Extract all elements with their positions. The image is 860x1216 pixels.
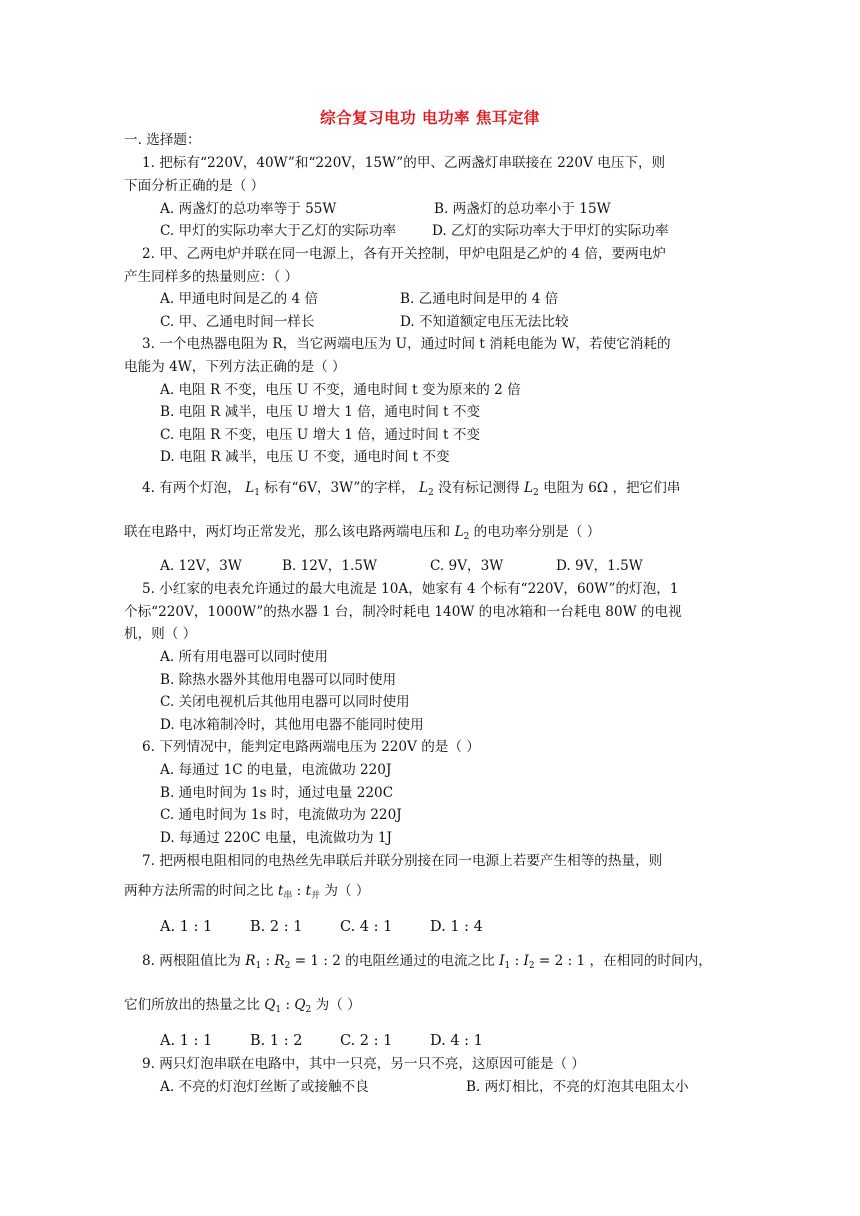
q8-subscript-q1: 1 <box>275 1005 282 1015</box>
q7-text-2: 为（ ） <box>324 883 370 899</box>
q7-subscript-series: 串 <box>283 891 293 901</box>
q1-stem-line1: 1. 把标有“220V，40W”和“220V，15W”的甲、乙两盏灯串联接在 220V 电压下，则 <box>142 155 666 171</box>
q9-stem-line1: 9. 两只灯泡串联在电路中，其中一只亮，另一只不亮，这原因可能是（ ） <box>142 1056 586 1072</box>
q5-option-c: C. 关闭电视机后其他用电器可以同时使用 <box>160 694 410 710</box>
q3-option-b: B. 电阻 R 减半，电压 U 增大 1 倍，通电时间 t 不变 <box>160 404 481 420</box>
q4-option-b: B. 12V，1.5W <box>282 558 377 574</box>
q8-option-b: B. 1 : 2 <box>250 1033 303 1049</box>
q2-option-b: B. 乙通电时间是甲的 4 倍 <box>400 291 559 307</box>
q4-subscript-2: 2 <box>428 488 434 498</box>
q8-symbol-q2: Q <box>294 997 306 1013</box>
q1-option-a: A. 两盏灯的总功率等于 55W <box>160 201 337 217</box>
q4-subscript-2c: 2 <box>463 532 470 542</box>
q4-text-7: 的电功率分别是（ ） <box>473 524 601 540</box>
document-title: 综合复习电功 电功率 焦耳定律 <box>320 108 540 127</box>
q1-option-b: B. 两盏灯的总功率小于 15W <box>434 201 611 217</box>
q7-stem-line2 <box>124 882 370 905</box>
q6-option-c: C. 通电时间为 1s 时，电流做功为 220J <box>160 807 402 823</box>
q7-text-1: 两种方法所需的时间之比 <box>124 883 274 899</box>
q7-option-a: A. 1 : 1 <box>160 919 213 935</box>
q6-option-b: B. 通电时间为 1s 时，通过电量 220C <box>160 785 394 801</box>
q9-option-a: A. 不亮的灯泡灯丝断了或接触不良 <box>160 1079 369 1095</box>
q5-stem-line1: 5. 小红家的电表允许通过的最大电流是 10A，她家有 4 个标有“220V，60W”的灯泡，1 <box>142 581 679 597</box>
q4-symbol-l2b: L <box>524 480 534 496</box>
q4-subscript-1: 1 <box>254 488 260 498</box>
q4-text-4: 电阻为 <box>543 480 584 496</box>
q5-stem-line3: 机，则（ ） <box>124 626 197 642</box>
q7-ratio-colon: : <box>296 883 306 899</box>
q8-text-3: ，在相同的时间内， <box>589 953 712 969</box>
q7-option-d: D. 1 : 4 <box>430 919 483 935</box>
q5-stem-line2: 个标“220V，1000W”的热水器 1 台，制冷时耗电 140W 的电冰箱和一台耗电 80W 的电视 <box>124 604 682 620</box>
q4-option-d: D. 9V，1.5W <box>556 558 643 574</box>
section-heading: 一. 选择题： <box>124 132 201 148</box>
q4-symbol-l2c: L <box>454 524 464 540</box>
q8-subscript-i1: 1 <box>504 961 511 971</box>
q4-option-a: A. 12V，3W <box>160 558 242 574</box>
q6-option-d: D. 每通过 220C 电量，电流做功为 1J <box>160 830 392 846</box>
q8-option-a: A. 1 : 1 <box>160 1033 213 1049</box>
q7-stem-line1: 7. 把两根电阻相同的电热丝先串联后并联分别接在同一电源上若要产生相等的热量，则 <box>142 853 663 869</box>
q2-option-c: C. 甲、乙通电时间一样长 <box>160 314 315 330</box>
q5-option-b: B. 除热水器外其他用电器可以同时使用 <box>160 672 397 688</box>
q1-option-d: D. 乙灯的实际功率大于甲灯的实际功率 <box>432 223 669 239</box>
q2-option-d: D. 不知道额定电压无法比较 <box>400 314 569 330</box>
q8-symbol-r1: R <box>245 953 256 969</box>
q8-subscript-i2: 2 <box>528 961 535 971</box>
q3-option-d: D. 电阻 R 减半，电压 U 不变，通电时间 t 不变 <box>160 449 450 465</box>
q2-stem-line2: 产生同样多的热量则应：（ ） <box>124 269 299 285</box>
q3-option-a: A. 电阻 R 不变，电压 U 不变，通电时间 t 变为原来的 2 倍 <box>160 382 521 398</box>
q5-option-d: D. 电冰箱制冷时，其他用电器不能同时使用 <box>160 717 424 733</box>
q4-resistance-value: 6Ω <box>588 480 609 496</box>
q8-symbol-q1: Q <box>264 997 276 1013</box>
q8-symbol-r2: R <box>274 953 285 969</box>
q8-subscript-q2: 2 <box>305 1005 312 1015</box>
q8-option-d: D. 4 : 1 <box>430 1033 483 1049</box>
q8-stem-line1: 8. 两根阻值比为 $R_1$ : $R_2 = 1$ : 2 的电阻丝通过的电流之比 $I_1$ : $I_2 = 2$ : 1 ，在相同的时间内， <box>142 953 712 971</box>
q8-text-1: 8. 两根阻值比为 <box>142 953 241 969</box>
q8-current-ratio: = 2 : 1 <box>534 953 586 969</box>
q2-option-a: A. 甲通电时间是乙的 4 倍 <box>160 291 319 307</box>
q3-stem-line1: 3. 一个电热器电阻为 R，当它两端电压为 U，通过时间 t 消耗电能为 W，若使它消耗的 <box>142 336 671 352</box>
q4-text-3: 没有标记测得 <box>438 480 520 496</box>
q1-stem-line2: 下面分析正确的是（ ） <box>124 178 265 194</box>
q8-text-2: 的电阻丝通过的电流之比 <box>345 953 495 969</box>
q6-stem-line1: 6. 下列情况中，能判定电路两端电压为 220V 的是（ ） <box>142 739 480 755</box>
q4-symbol-l1: L <box>245 480 255 496</box>
q4-stem-line2 <box>124 523 600 546</box>
q3-option-c: C. 电阻 R 不变，电压 U 增大 1 倍，通过时间 t 不变 <box>160 427 481 443</box>
q4-text-1: 4. 有两个灯泡， <box>142 480 241 496</box>
q6-option-a: A. 每通过 1C 的电量，电流做功 220J <box>160 762 392 778</box>
q4-text-5: ，把它们串 <box>612 480 681 496</box>
q7-option-b: B. 2 : 1 <box>250 919 303 935</box>
q8-subscript-r2: 2 <box>284 961 291 971</box>
q4-subscript-2b: 2 <box>533 488 539 498</box>
q8-resistance-ratio: = 1 : 2 <box>290 953 341 969</box>
q4-text-2: 标有“6V，3W”的字样， <box>264 480 415 496</box>
q8-option-c: C. 2 : 1 <box>340 1033 393 1049</box>
q8-stem-line2: 它们所放出的热量之比 $Q_1$ : $Q_2$ 为（ ） <box>124 997 361 1015</box>
q7-symbol-t1: t <box>277 883 284 899</box>
q4-text-6: 联在电路中，两灯均正常发光，那么该电路两端电压和 <box>124 524 451 540</box>
q8-text-5: 为（ ） <box>315 997 361 1013</box>
q9-option-b: B. 两灯相比，不亮的灯泡其电阻太小 <box>466 1079 689 1095</box>
q8-symbol-i1: I <box>499 953 505 969</box>
q4-symbol-l2: L <box>419 480 429 496</box>
q4-stem-line1 <box>142 479 680 502</box>
q7-option-c: C. 4 : 1 <box>340 919 393 935</box>
q2-stem-line1: 2. 甲、乙两电炉并联在同一电源上，各有开关控制，甲炉电阻是乙炉的 4 倍，要两电炉 <box>142 246 666 262</box>
q8-text-4: 它们所放出的热量之比 <box>124 997 260 1013</box>
q5-option-a: A. 所有用电器可以同时使用 <box>160 649 328 665</box>
q7-symbol-t2: t <box>305 883 312 899</box>
q8-symbol-i2: I <box>523 953 529 969</box>
q7-subscript-parallel: 并 <box>311 891 321 901</box>
q8-subscript-r1: 1 <box>255 961 262 971</box>
q4-option-c: C. 9V，3W <box>430 558 504 574</box>
q1-option-c: C. 甲灯的实际功率大于乙灯的实际功率 <box>160 223 397 239</box>
q3-stem-line2: 电能为 4W，下列方法正确的是（ ） <box>124 359 346 375</box>
